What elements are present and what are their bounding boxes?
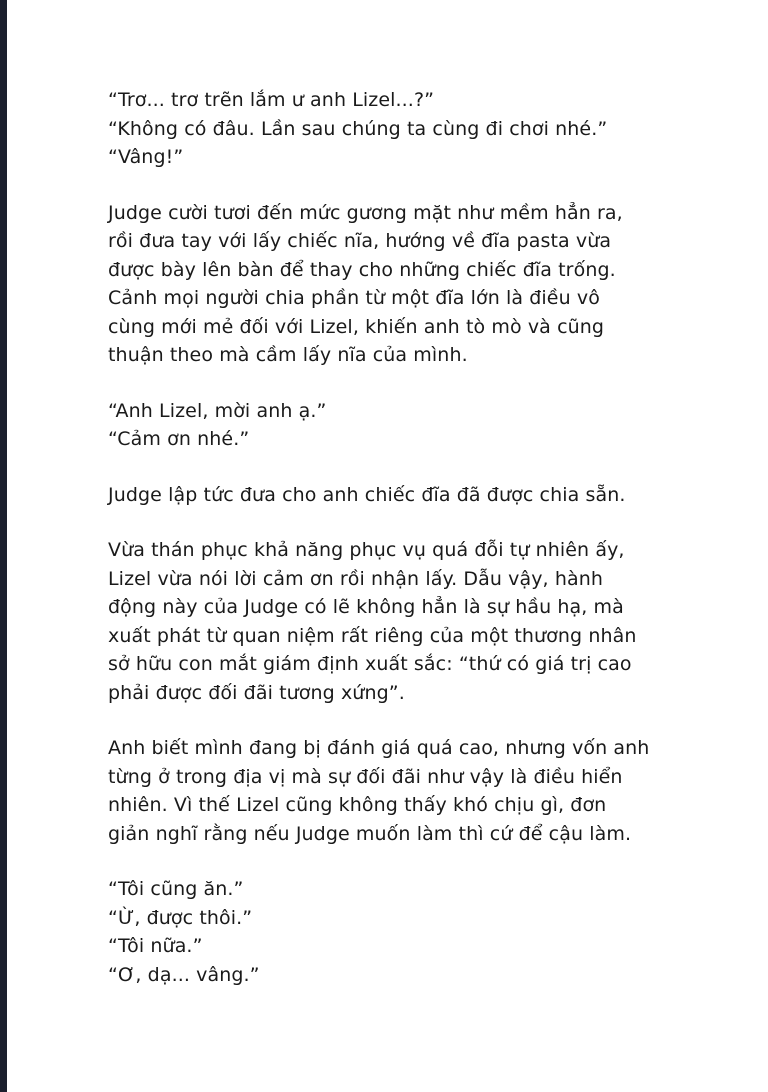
text-line: Judge lập tức đưa cho anh chiếc đĩa đã được chia sẵn. xyxy=(108,483,626,506)
text-line: “Vâng!” xyxy=(108,146,184,168)
text-line: thuận theo mà cầm lấy nĩa của mình. xyxy=(108,344,468,366)
paragraph-2 xyxy=(108,199,708,370)
document-body xyxy=(108,86,708,1016)
text-line: xuất phát từ quan niệm rất riêng của một thương nhân xyxy=(108,624,637,647)
text-line: giản nghĩ rằng nếu Judge muốn làm thì cứ để cậu làm. xyxy=(108,822,632,845)
paragraph-6 xyxy=(108,734,708,848)
paragraph-3 xyxy=(108,397,708,454)
text-line: rồi đưa tay với lấy chiếc nĩa, hướng về đĩa pasta vừa xyxy=(108,230,612,252)
text-line: động này của Judge có lẽ không hẳn là sự hầu hạ, mà xyxy=(108,596,624,618)
text-line: Lizel vừa nói lời cảm ơn rồi nhận lấy. Dẫu vậy, hành xyxy=(108,567,603,590)
paragraph-4 xyxy=(108,481,708,510)
text-line: sở hữu con mắt giám định xuất sắc: “thứ có giá trị cao xyxy=(108,653,632,675)
text-line: “Cảm ơn nhé.” xyxy=(108,428,250,450)
text-line: “Tôi cũng ăn.” xyxy=(108,878,244,900)
text-line: “Ừ, được thôi.” xyxy=(108,906,253,929)
text-line: “Ơ, dạ... vâng.” xyxy=(108,963,260,986)
text-line: nhiên. Vì thế Lizel cũng không thấy khó chịu gì, đơn xyxy=(108,794,607,816)
text-line: “Anh Lizel, mời anh ạ.” xyxy=(108,399,327,422)
text-line: phải được đối đãi tương xứng”. xyxy=(108,681,405,704)
text-line: cùng mới mẻ đối với Lizel, khiến anh tò mò và cũng xyxy=(108,315,605,338)
text-line: Cảnh mọi người chia phần từ một đĩa lớn là điều vô xyxy=(108,287,600,309)
paragraph-7 xyxy=(108,875,708,989)
text-line: Vừa thán phục khả năng phục vụ quá đỗi tự nhiên ấy, xyxy=(108,539,625,561)
paragraph-1 xyxy=(108,86,708,172)
text-line: Anh biết mình đang bị đánh giá quá cao, nhưng vốn anh xyxy=(108,737,650,759)
page-left-border xyxy=(0,0,7,1092)
text-line: “Trơ... trơ trẽn lắm ư anh Lizel...?” xyxy=(108,89,435,111)
text-line: “Tôi nữa.” xyxy=(108,935,203,957)
text-line: được bày lên bàn để thay cho những chiếc đĩa trống. xyxy=(108,258,616,281)
text-line: Judge cười tươi đến mức gương mặt như mềm hẳn ra, xyxy=(108,201,623,224)
text-line: “Không có đâu. Lần sau chúng ta cùng đi chơi nhé.” xyxy=(108,117,608,140)
text-line: từng ở trong địa vị mà sự đối đãi như vậy là điều hiển xyxy=(108,765,623,788)
paragraph-5 xyxy=(108,536,708,707)
